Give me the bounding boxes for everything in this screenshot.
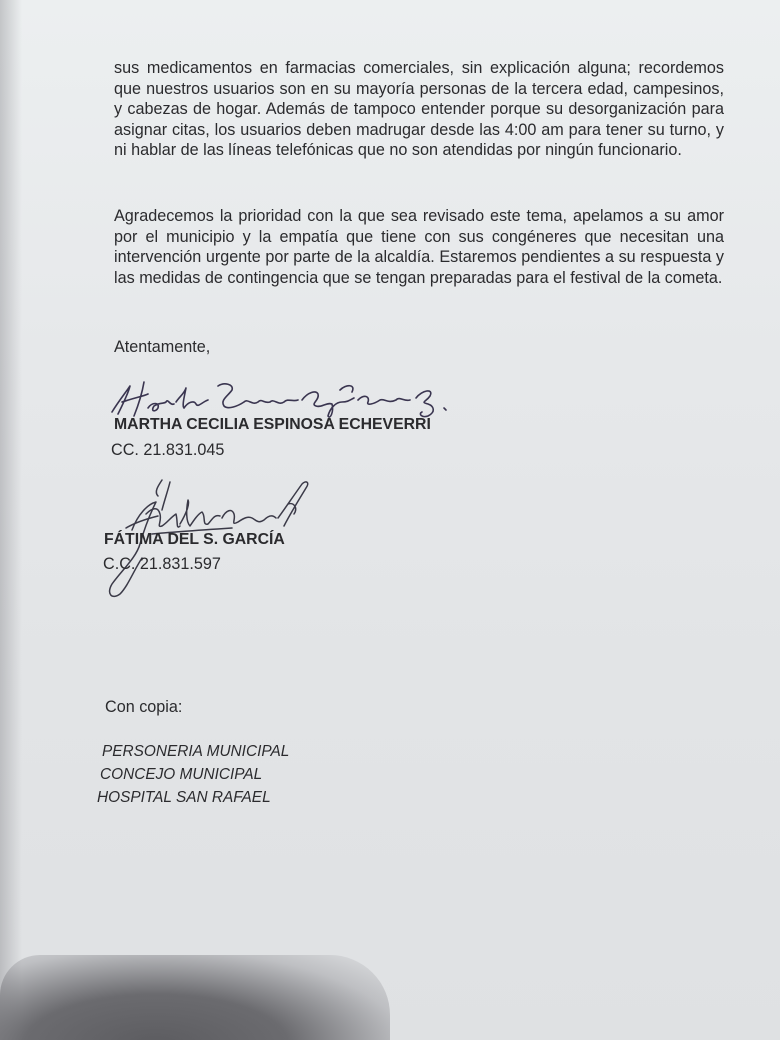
page-shadow-left [0,0,22,1040]
copy-recipient: PERSONERIA MUNICIPAL [102,743,290,760]
signer-2-id: C.C. 21.831.597 [103,555,221,573]
signer-1-name: MARTHA CECILIA ESPINOSA ECHEVERRI [114,416,431,433]
finger-shadow [0,955,390,1040]
body-paragraph-1: sus medicamentos en farmacias comerciales, sin explicación alguna; recordemos que nuestros usuarios son en su mayoría personas de la tercera edad, campesinos, y cabezas de hogar. Además de tampoco entender porque su desorganización para asignar citas, los usuarios deben madrugar desde las 4:00 am para tener su turno, y ni hablar de las líneas telefónicas que no son atendidas por ningún funcionario. [114,59,724,159]
body-paragraph-2: Agradecemos la prioridad con la que sea revisado este tema, apelamos a su amor por el municipio y la empatía que tiene con sus congéneres que necesitan una intervención urgente por parte de la alcaldía. Estaremos pendientes a su respuesta y las medidas de contingencia que se tengan preparadas para el festival de la cometa. [114,207,724,287]
closing-line: Atentamente, [114,338,211,356]
copy-recipient: CONCEJO MUNICIPAL [100,766,263,783]
signer-2-name: FÁTIMA DEL S. GARCÍA [104,531,285,548]
copy-recipient: HOSPITAL SAN RAFAEL [97,789,271,806]
signer-1-id: CC. 21.831.045 [111,441,225,459]
copies-heading: Con copia: [105,698,183,716]
